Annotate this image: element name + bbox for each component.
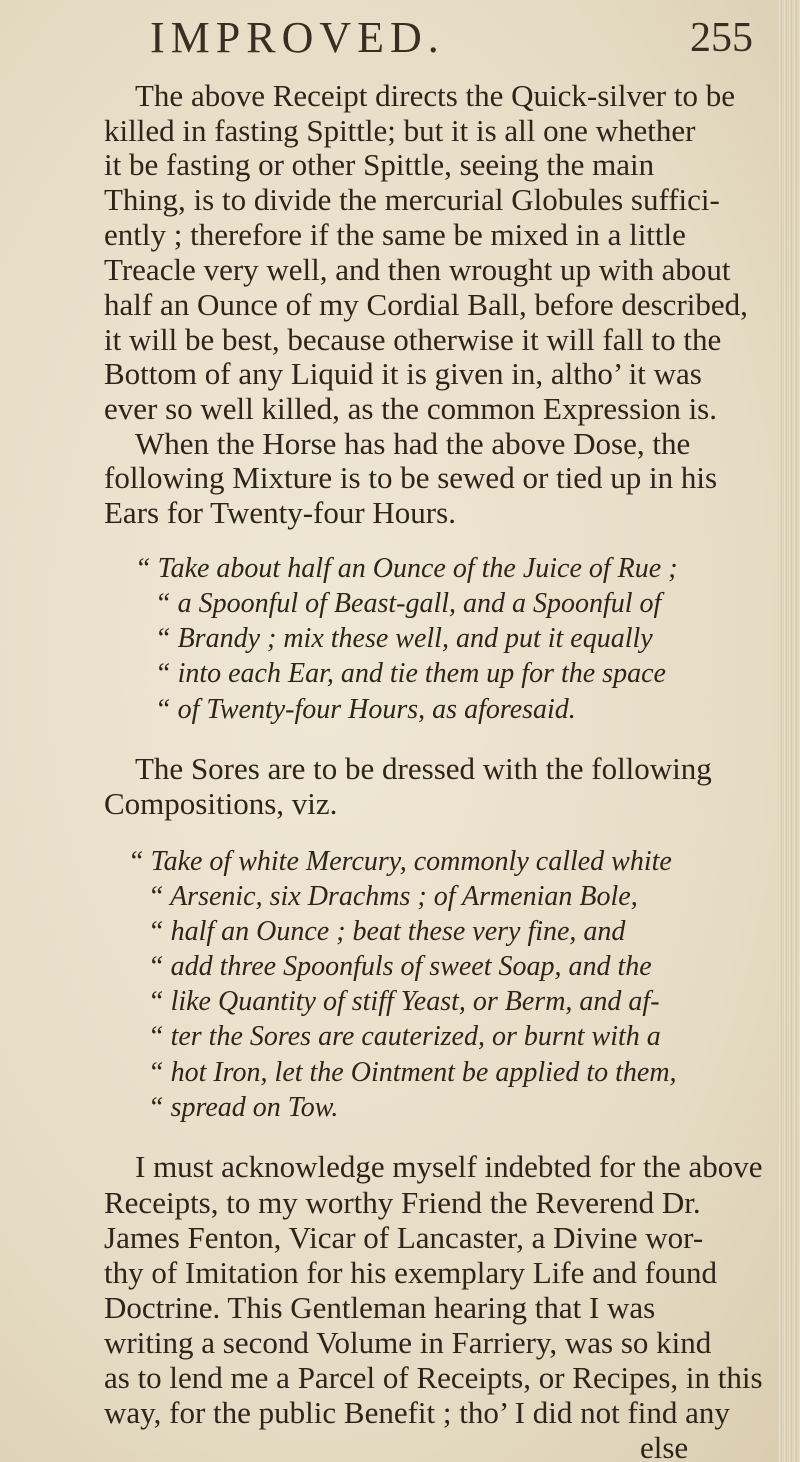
text-line: Compositions, viz.	[104, 786, 338, 822]
text-line: Ears for Twenty-four Hours.	[104, 495, 456, 531]
text-line: Thing, is to divide the mercurial Globules suffici-	[104, 182, 720, 218]
quote-line: “ add three Spoonfuls of sweet Soap, and the	[148, 951, 652, 983]
text-line: thy of Imitation for his exemplary Life and found	[104, 1254, 717, 1290]
page-number: 255	[690, 15, 753, 61]
text-line: ently ; therefore if the same be mixed in a little	[104, 217, 686, 253]
text-line: Receipts, to my worthy Friend the Reverend Dr.	[104, 1184, 701, 1220]
text-line: killed in fasting Spittle; but it is all one whether	[104, 113, 696, 149]
page-edge-stack	[778, 0, 800, 1462]
text-line: When the Horse has had the above Dose, the	[135, 426, 691, 462]
quote-line: “ Brandy ; mix these well, and put it equally	[155, 623, 653, 655]
text-line: I must acknowledge myself indebted for the above	[135, 1149, 763, 1185]
text-line: The above Receipt directs the Quick-silver to be	[135, 78, 735, 113]
quote-line: “ into each Ear, and tie them up for the space	[155, 658, 666, 690]
quote-line: “ like Quantity of stiff Yeast, or Berm, and af-	[148, 986, 660, 1018]
text-line: else	[640, 1430, 689, 1462]
quote-line: “ spread on Tow.	[148, 1091, 339, 1123]
text-line: it be fasting or other Spittle, seeing the main	[104, 147, 655, 183]
text-line: ever so well killed, as the common Expression is.	[104, 391, 717, 426]
text-line: Doctrine. This Gentleman hearing that I was	[104, 1289, 656, 1325]
text-line: Treacle very well, and then wrought up with about	[104, 251, 731, 287]
quote-line: “ Arsenic, six Drachms ; of Armenian Bole,	[148, 881, 638, 913]
quote-line: “ half an Ounce ; beat these very fine, and	[148, 916, 626, 948]
text-line: way, for the public Benefit ; tho’ I did not find any	[104, 1394, 730, 1430]
running-head: IMPROVED.	[150, 13, 445, 62]
text-line: writing a second Volume in Farriery, was so kind	[104, 1324, 712, 1360]
text-line: following Mixture is to be sewed or tied up in his	[104, 460, 718, 496]
text-line: The Sores are to be dressed with the following	[135, 751, 712, 787]
text-line: half an Ounce of my Cordial Ball, before described,	[104, 286, 748, 322]
quote-line: “ ter the Sores are cauterized, or burnt with a	[148, 1021, 661, 1053]
text-line: Bottom of any Liquid it is given in, altho’ it was	[104, 355, 702, 391]
text-line: James Fenton, Vicar of Lancaster, a Divine wor-	[104, 1219, 704, 1255]
quote-line: “ Take about half an Ounce of the Juice of Rue ;	[135, 553, 678, 585]
quote-line: “ Take of white Mercury, commonly called white	[128, 846, 672, 878]
quote-line: “ hot Iron, let the Ointment be applied to them,	[148, 1056, 677, 1088]
quote-line: “ of Twenty-four Hours, as aforesaid.	[155, 693, 576, 725]
text-line: as to lend me a Parcel of Receipts, or Recipes, in this	[104, 1359, 763, 1395]
quote-line: “ a Spoonful of Beast-gall, and a Spoonful of	[155, 588, 662, 620]
text-line: it will be best, because otherwise it will fall to the	[104, 321, 722, 357]
